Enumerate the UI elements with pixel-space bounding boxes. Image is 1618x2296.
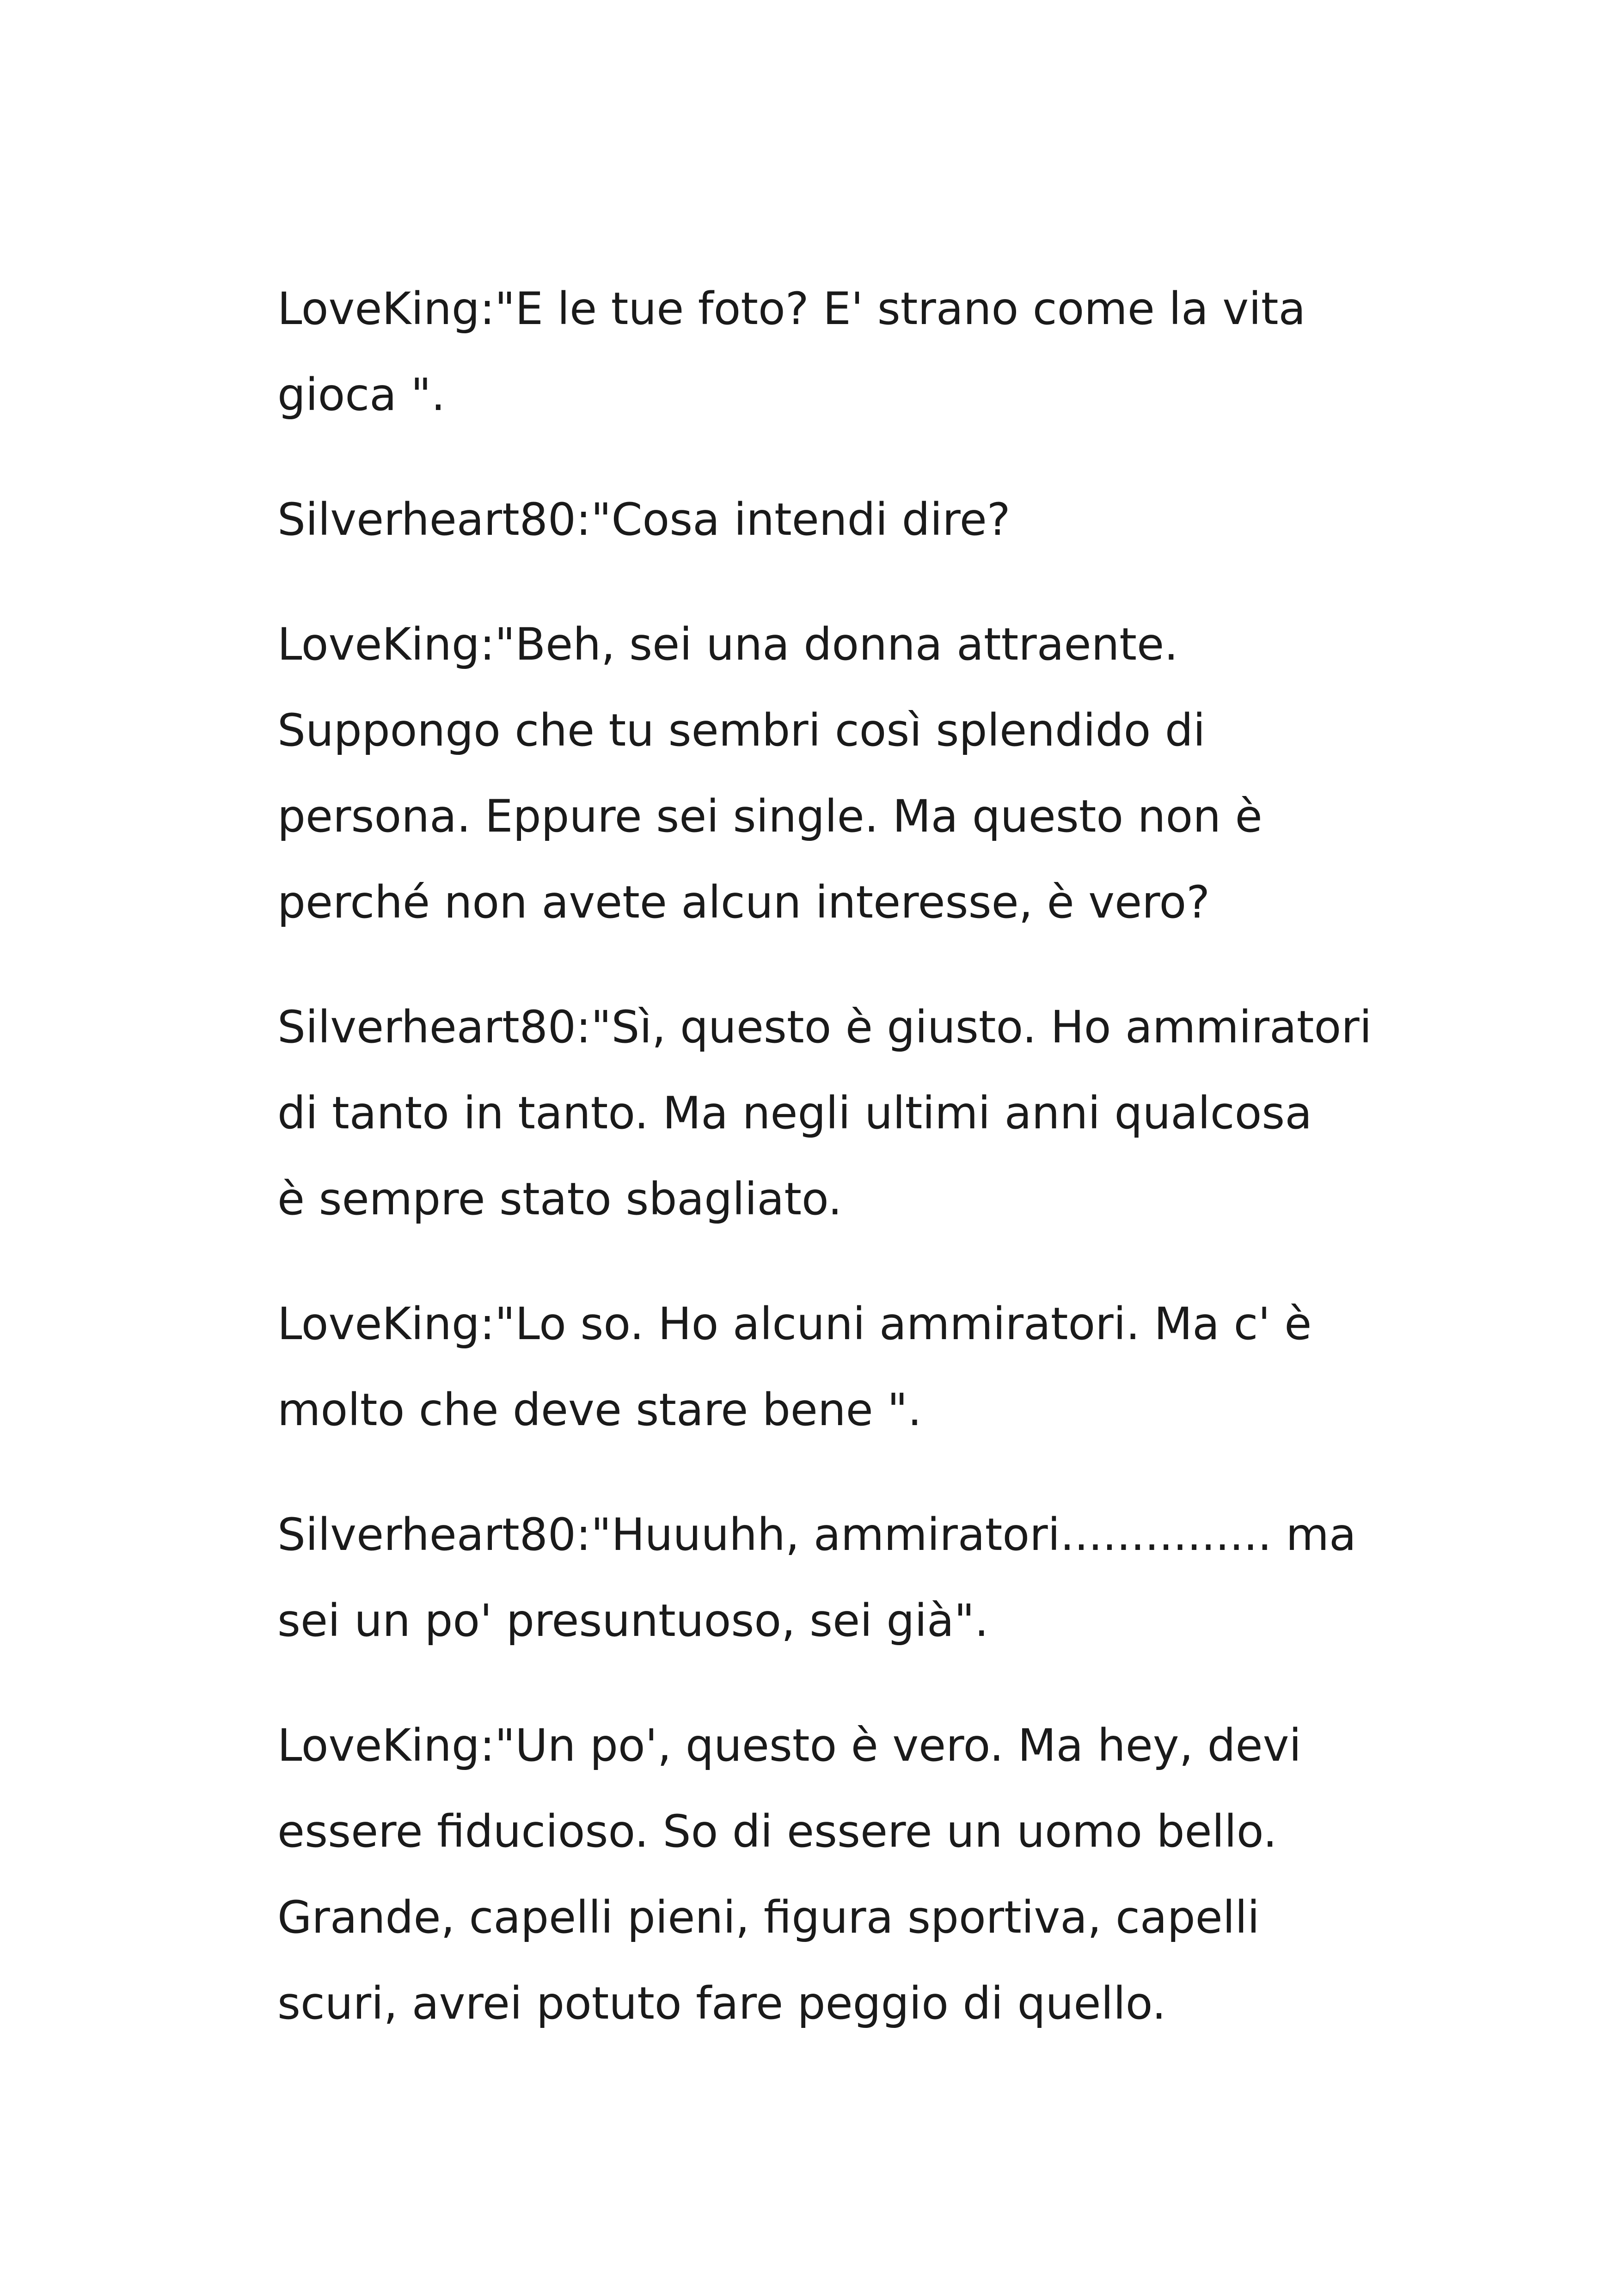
paragraph-silverheart-3: Silverheart80:"Huuuhh, ammiratori............... ma sei un po' presuntuoso, sei già".	[277, 1509, 1356, 1647]
paragraph-silverheart-1: Silverheart80:"Cosa intendi dire?	[277, 494, 1011, 545]
dialogue-text	[277, 266, 1387, 2085]
paragraph-loveking-3: LoveKing:"Lo so. Ho alcuni ammiratori. Ma c' è molto che deve stare bene ".	[277, 1298, 1312, 1436]
paragraph-loveking-2: LoveKing:"Beh, sei una donna attraente. Suppongo che tu sembri così splendido di persona. Eppure sei single. Ma questo non è perché non avete alcun interesse, è vero?	[277, 618, 1263, 928]
paragraph-loveking-4: LoveKing:"Un po', questo è vero. Ma hey, devi essere fiducioso. So di essere un uomo bello. Grande, capelli pieni, figura sportiva, capelli scuri, avrei potuto fare peggio di quello.	[277, 1720, 1302, 2029]
paragraph-silverheart-2: Silverheart80:"Sì, questo è giusto. Ho ammiratori di tanto in tanto. Ma negli ultimi anni qualcosa è sempre stato sbagliato.	[277, 1001, 1372, 1225]
paragraph-loveking-1: LoveKing:"E le tue foto? E' strano come la vita gioca ".	[277, 283, 1306, 421]
